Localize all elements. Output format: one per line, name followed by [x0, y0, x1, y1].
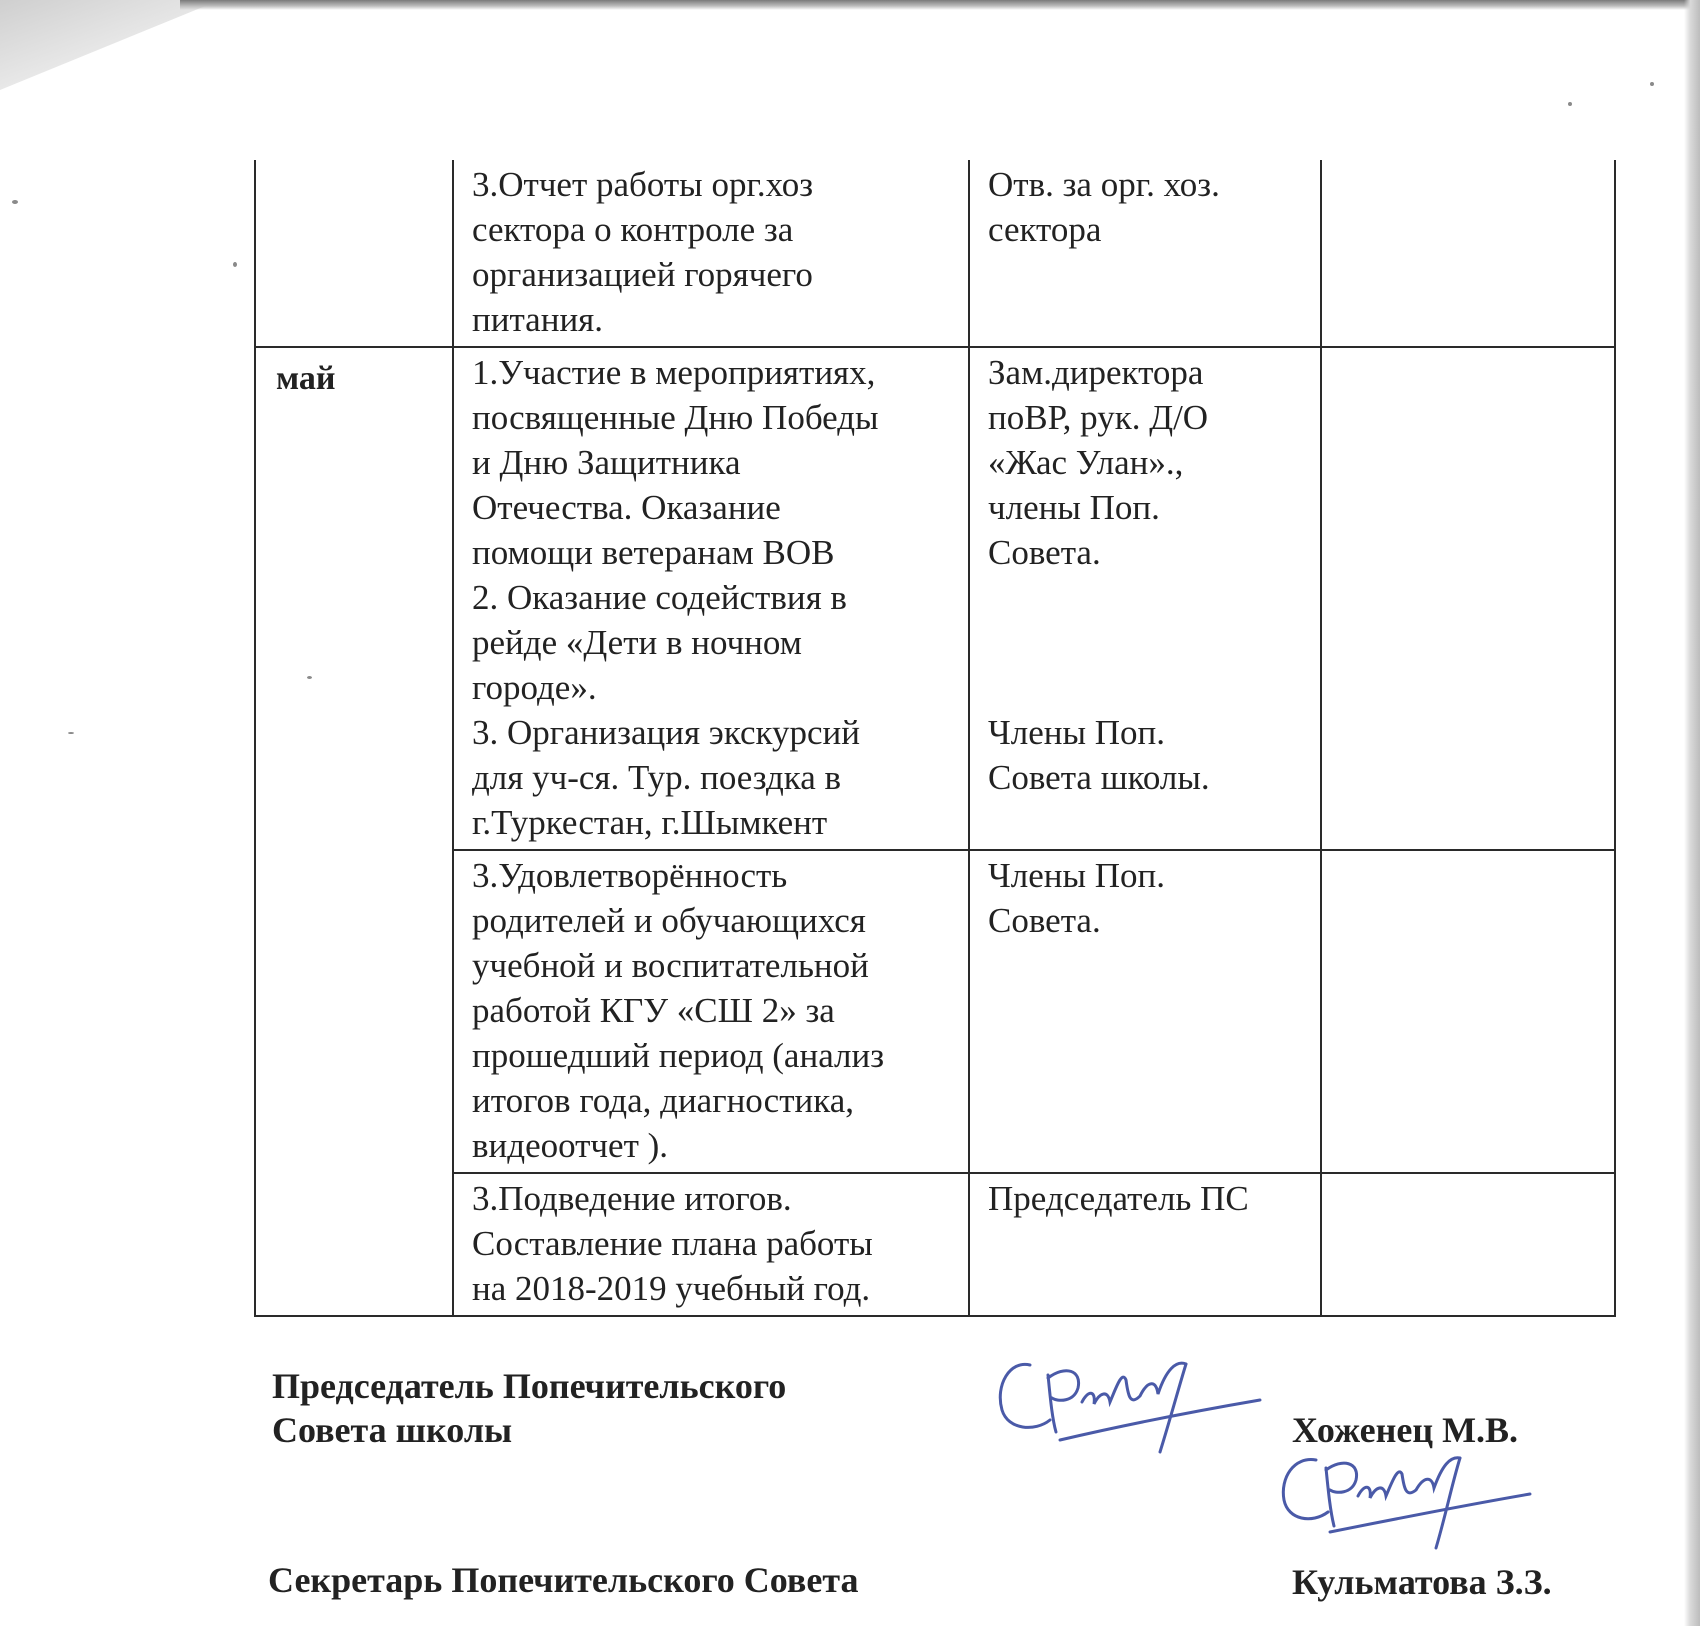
note-cell	[1321, 1173, 1615, 1316]
chair-signature	[990, 1340, 1280, 1460]
secretary-signature	[1270, 1440, 1540, 1560]
secretary-title: Секретарь Попечительского Совета	[268, 1560, 859, 1600]
note-cell	[1321, 160, 1615, 347]
month-cell: май	[255, 347, 453, 1316]
responsible-cell: Зам.директора поВР, рук. Д/О «Жас Улан»., члены Поп. Совета. Члены Поп. Совета школы.	[969, 347, 1321, 850]
responsible-cell: Отв. за орг. хоз. сектора	[969, 160, 1321, 347]
event-cell: 3.Удовлетворённость родителей и обучающихся учебной и воспитательной работой КГУ «СШ 2» за прошедший период (анализ итогов года, диагностика, видеоотчет ).	[453, 850, 969, 1173]
table-row	[255, 1173, 1615, 1316]
scan-paper-corner	[0, 0, 220, 90]
scan-top-edge	[180, 0, 1700, 10]
event-cell: 3.Подведение итогов. Составление плана работы на 2018-2019 учебный год.	[453, 1173, 969, 1316]
month-cell	[255, 160, 453, 347]
scan-speck	[12, 200, 18, 204]
scan-right-edge	[1684, 0, 1700, 1626]
chair-name: Хоженец М.В.	[1292, 1410, 1519, 1450]
note-cell	[1321, 850, 1615, 1173]
table-row	[255, 160, 1615, 347]
chair-title: Председатель Попечительского Совета школы	[272, 1366, 787, 1450]
event-cell: 1.Участие в мероприятиях, посвященные Дню Победы и Дню Защитника Отечества. Оказание помощи ветеранам ВОВ 2. Оказание содействия в рейде «Дети в ночном городе». 3. Организация экскурсий для уч-ся. Тур. поездка в г.Туркестан, г.Шымкент	[453, 347, 969, 850]
scan-speck	[233, 262, 237, 267]
responsible-cell: Члены Поп. Совета.	[969, 850, 1321, 1173]
plan-table-container	[254, 160, 1614, 1317]
scan-speck	[1568, 102, 1572, 106]
table-row	[255, 347, 1615, 850]
responsible-cell: Председатель ПС	[969, 1173, 1321, 1316]
event-cell: 3.Отчет работы орг.хоз сектора о контроле за организацией горячего питания.	[453, 160, 969, 347]
scan-speck	[68, 732, 74, 734]
plan-table	[254, 160, 1616, 1317]
secretary-name: Кульматова З.З.	[1292, 1562, 1552, 1602]
note-cell	[1321, 347, 1615, 850]
scan-speck	[1650, 82, 1654, 86]
table-row	[255, 850, 1615, 1173]
